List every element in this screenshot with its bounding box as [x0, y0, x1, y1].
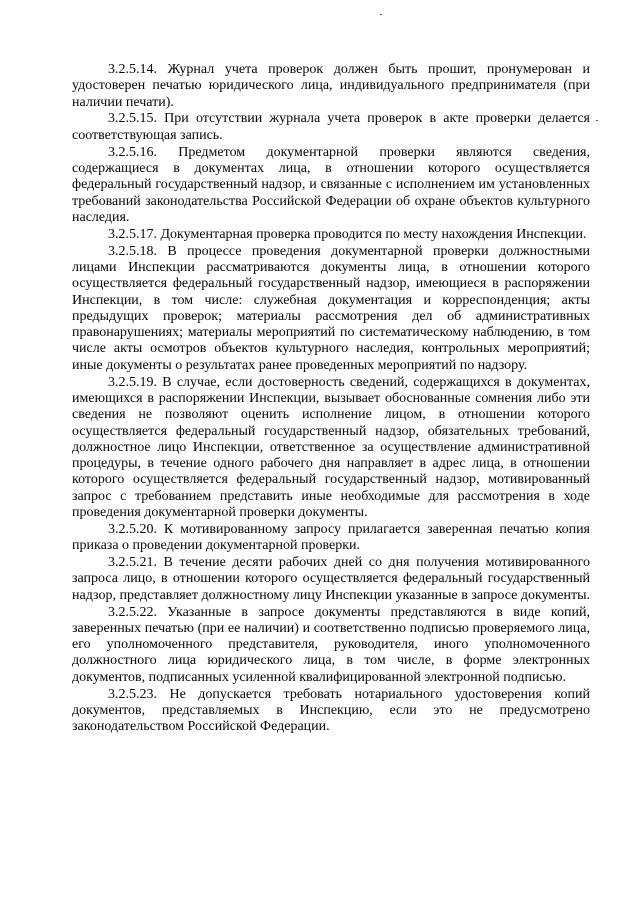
paragraph-3-2-5-21: 3.2.5.21. В течение десяти рабочих дней со дня получения мотивированного запроса лицо, в отношении которого осуществляется федеральный государственный надзор, представляет должностному лицу Инспекции указанные в запросе документы. [72, 555, 591, 603]
paragraph-3-2-5-16: 3.2.5.16. Предметом документарной проверки являются сведения, содержащиеся в документах лица, в отношении которого осуществляется федеральный государственный надзор, и связанные с исполнением им установленных требований законодательства Российской Федерации об охране объектов культурного наследия. [72, 144, 590, 225]
paragraph-3-2-5-14: 3.2.5.14. Журнал учета проверок должен быть прошит, пронумерован и удостоверен печатью юридического лица, индивидуального предпринимателя (при наличии печати). [72, 62, 590, 110]
paragraph-3-2-5-17: 3.2.5.17. Документарная проверка проводится по месту нахождения Инспекции. [108, 226, 587, 242]
scan-speck [596, 120, 598, 121]
paragraph-3-2-5-19: 3.2.5.19. В случае, если достоверность сведений, содержащихся в документах, имеющихся в распоряжении Инспекции, вызывает обоснованные сомнения либо эти сведения не позволяют оценить исполнение лицом, в отношении которого осуществляется федеральный государственный надзор, обязательных требований, должностное лицо Инспекции, ответственное за осуществление административной процедуры, в течение одного рабочего дня направляет в адрес лица, в отношении которого осуществляется федеральный государственный надзор, мотивированный запрос с требованием представить иные необходимые для рассмотрения в ходе проведения документарной проверки документы. [72, 374, 590, 520]
paragraph-3-2-5-18: 3.2.5.18. В процессе проведения документарной проверки должностными лицами Инспекции рассматриваются документы лица, в отношении которого осуществляется федеральный государственный надзор, имеющиеся в распоряжении Инспекции, в том числе: служебная документация и корреспонденция; акты предыдущих проверок; материалы рассмотрения дел об административных правонарушениях; материалы мероприятий по систематическому наблюдению, в том числе акты осмотров объектов культурного наследия, контрольных мероприятий; иные документы о результатах ранее проведенных мероприятий по надзору. [72, 243, 590, 373]
paragraph-3-2-5-15: 3.2.5.15. При отсутствии журнала учета проверок в акте проверки делается соответствующая запись. [72, 111, 590, 143]
paragraph-3-2-5-23: 3.2.5.23. Не допускается требовать нотариального удостоверения копий документов, представляемых в Инспекцию, если это не предусмотрено законодательством Российской Федерации. [72, 686, 590, 735]
paragraph-3-2-5-22: 3.2.5.22. Указанные в запросе документы представляются в виде копий, заверенных печатью (при ее наличии) и соответственно подписью проверяемого лица, его уполномоченного представителя, руководителя, иного уполномоченного должностного лица юридического лица, в том числе, в форме электронных документов, подписанных усиленной квалифицированной электронной подписью. [72, 604, 590, 685]
scan-speck [380, 14, 382, 15]
paragraph-3-2-5-20: 3.2.5.20. К мотивированному запросу прилагается заверенная печатью копия приказа о проведении документарной проверки. [72, 521, 590, 554]
document-page [72, 62, 590, 736]
